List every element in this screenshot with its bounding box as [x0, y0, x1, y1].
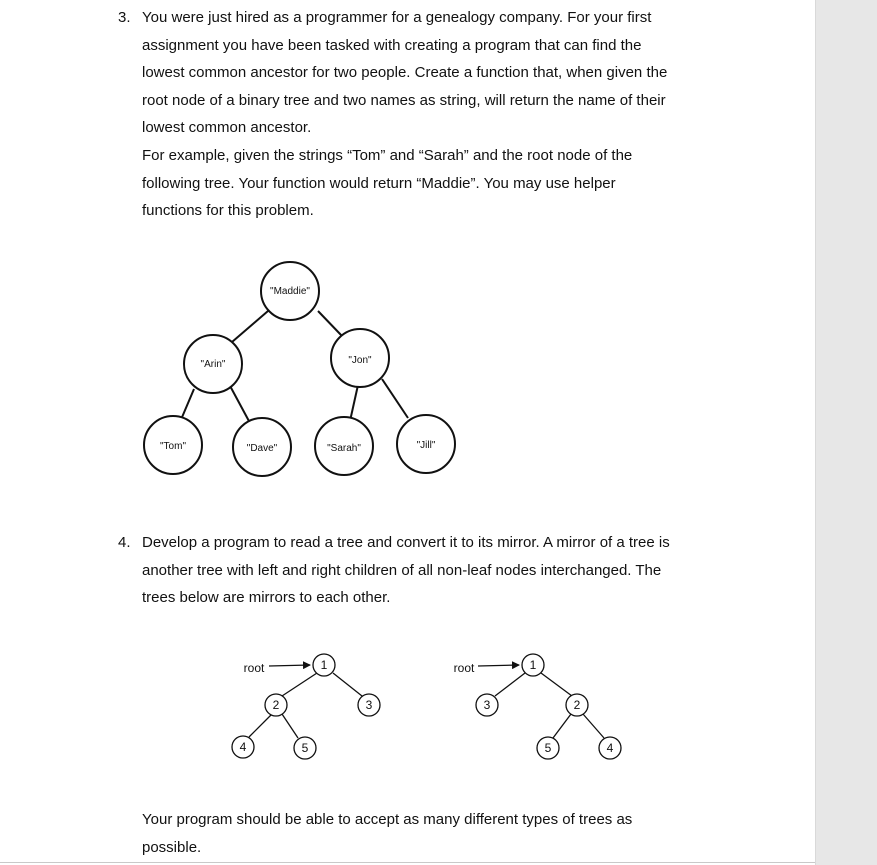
question-4-closing-line: Your program should be able to accept as many different types of trees as	[142, 811, 633, 828]
edge	[282, 673, 317, 696]
node-label: "Tom"	[160, 441, 186, 452]
edge-jon-jill	[382, 379, 408, 418]
question-4-line: trees below are mirrors to each other.	[142, 589, 391, 607]
root-label: root	[453, 661, 475, 675]
node-label: "Maddie"	[270, 286, 310, 297]
node-label: 5	[301, 741, 309, 755]
question-4-closing-line: possible.	[142, 838, 202, 856]
node-label: "Sarah"	[327, 443, 361, 454]
edge	[249, 715, 271, 737]
mirror-trees-diagram	[0, 630, 815, 780]
edge-maddie-arin	[232, 311, 268, 342]
question-3-line: assignment you have been tasked with creating a program that can find the	[142, 36, 642, 54]
node-label: "Jon"	[348, 355, 372, 366]
question-3-number: 3.	[118, 9, 131, 26]
root-label: root	[243, 661, 265, 675]
node-label: 1	[529, 658, 537, 672]
question-4-line: Develop a program to read a tree and convert it to its mirror. A mirror of a tree is	[142, 534, 670, 551]
edge	[495, 673, 525, 696]
mirrored-tree	[454, 654, 621, 759]
side-panel	[815, 0, 877, 865]
edge-arin-dave	[229, 384, 250, 423]
edge-jon-sarah	[350, 385, 358, 421]
node-label: "Dave"	[246, 443, 278, 454]
question-3-example-line: functions for this problem.	[142, 202, 314, 220]
root-arrow	[478, 665, 519, 666]
question-4-closing	[142, 806, 742, 861]
page-bottom-divider	[0, 862, 815, 863]
edge-maddie-jon	[318, 311, 342, 336]
question-3-example-line: following tree. Your function would return “Maddie”. You may use helper	[142, 174, 616, 192]
original-tree	[232, 654, 380, 759]
edge	[583, 714, 604, 738]
edge	[541, 673, 572, 696]
question-4-line: another tree with left and right children of all non-leaf nodes interchanged. The	[142, 561, 662, 579]
node-label: 2	[272, 698, 280, 712]
node-label: 2	[573, 698, 581, 712]
question-3-line: lowest common ancestor for two people. Create a function that, when given the	[142, 64, 668, 82]
edge	[553, 714, 571, 738]
question-3-line: You were just hired as a programmer for a genealogy company. For your first	[142, 9, 652, 26]
question-3-line: lowest common ancestor.	[142, 119, 312, 137]
node-label: 4	[606, 741, 614, 755]
node-label: 1	[320, 658, 328, 672]
question-4-text	[142, 529, 742, 612]
root-arrow	[269, 665, 310, 666]
node-label: 3	[365, 698, 373, 712]
node-label: "Arin"	[200, 359, 226, 370]
node-label: 4	[239, 740, 247, 754]
edge	[333, 673, 362, 696]
question-3-line: root node of a binary tree and two names as string, will return the name of their	[142, 91, 666, 109]
node-label: 5	[544, 741, 552, 755]
edge	[282, 714, 298, 738]
question-4-number: 4.	[118, 534, 131, 551]
node-label: "Jill"	[416, 440, 436, 451]
node-label: 3	[483, 698, 491, 712]
question-3-example-line: For example, given the strings “Tom” and “Sarah” and the root node of the	[142, 146, 633, 164]
